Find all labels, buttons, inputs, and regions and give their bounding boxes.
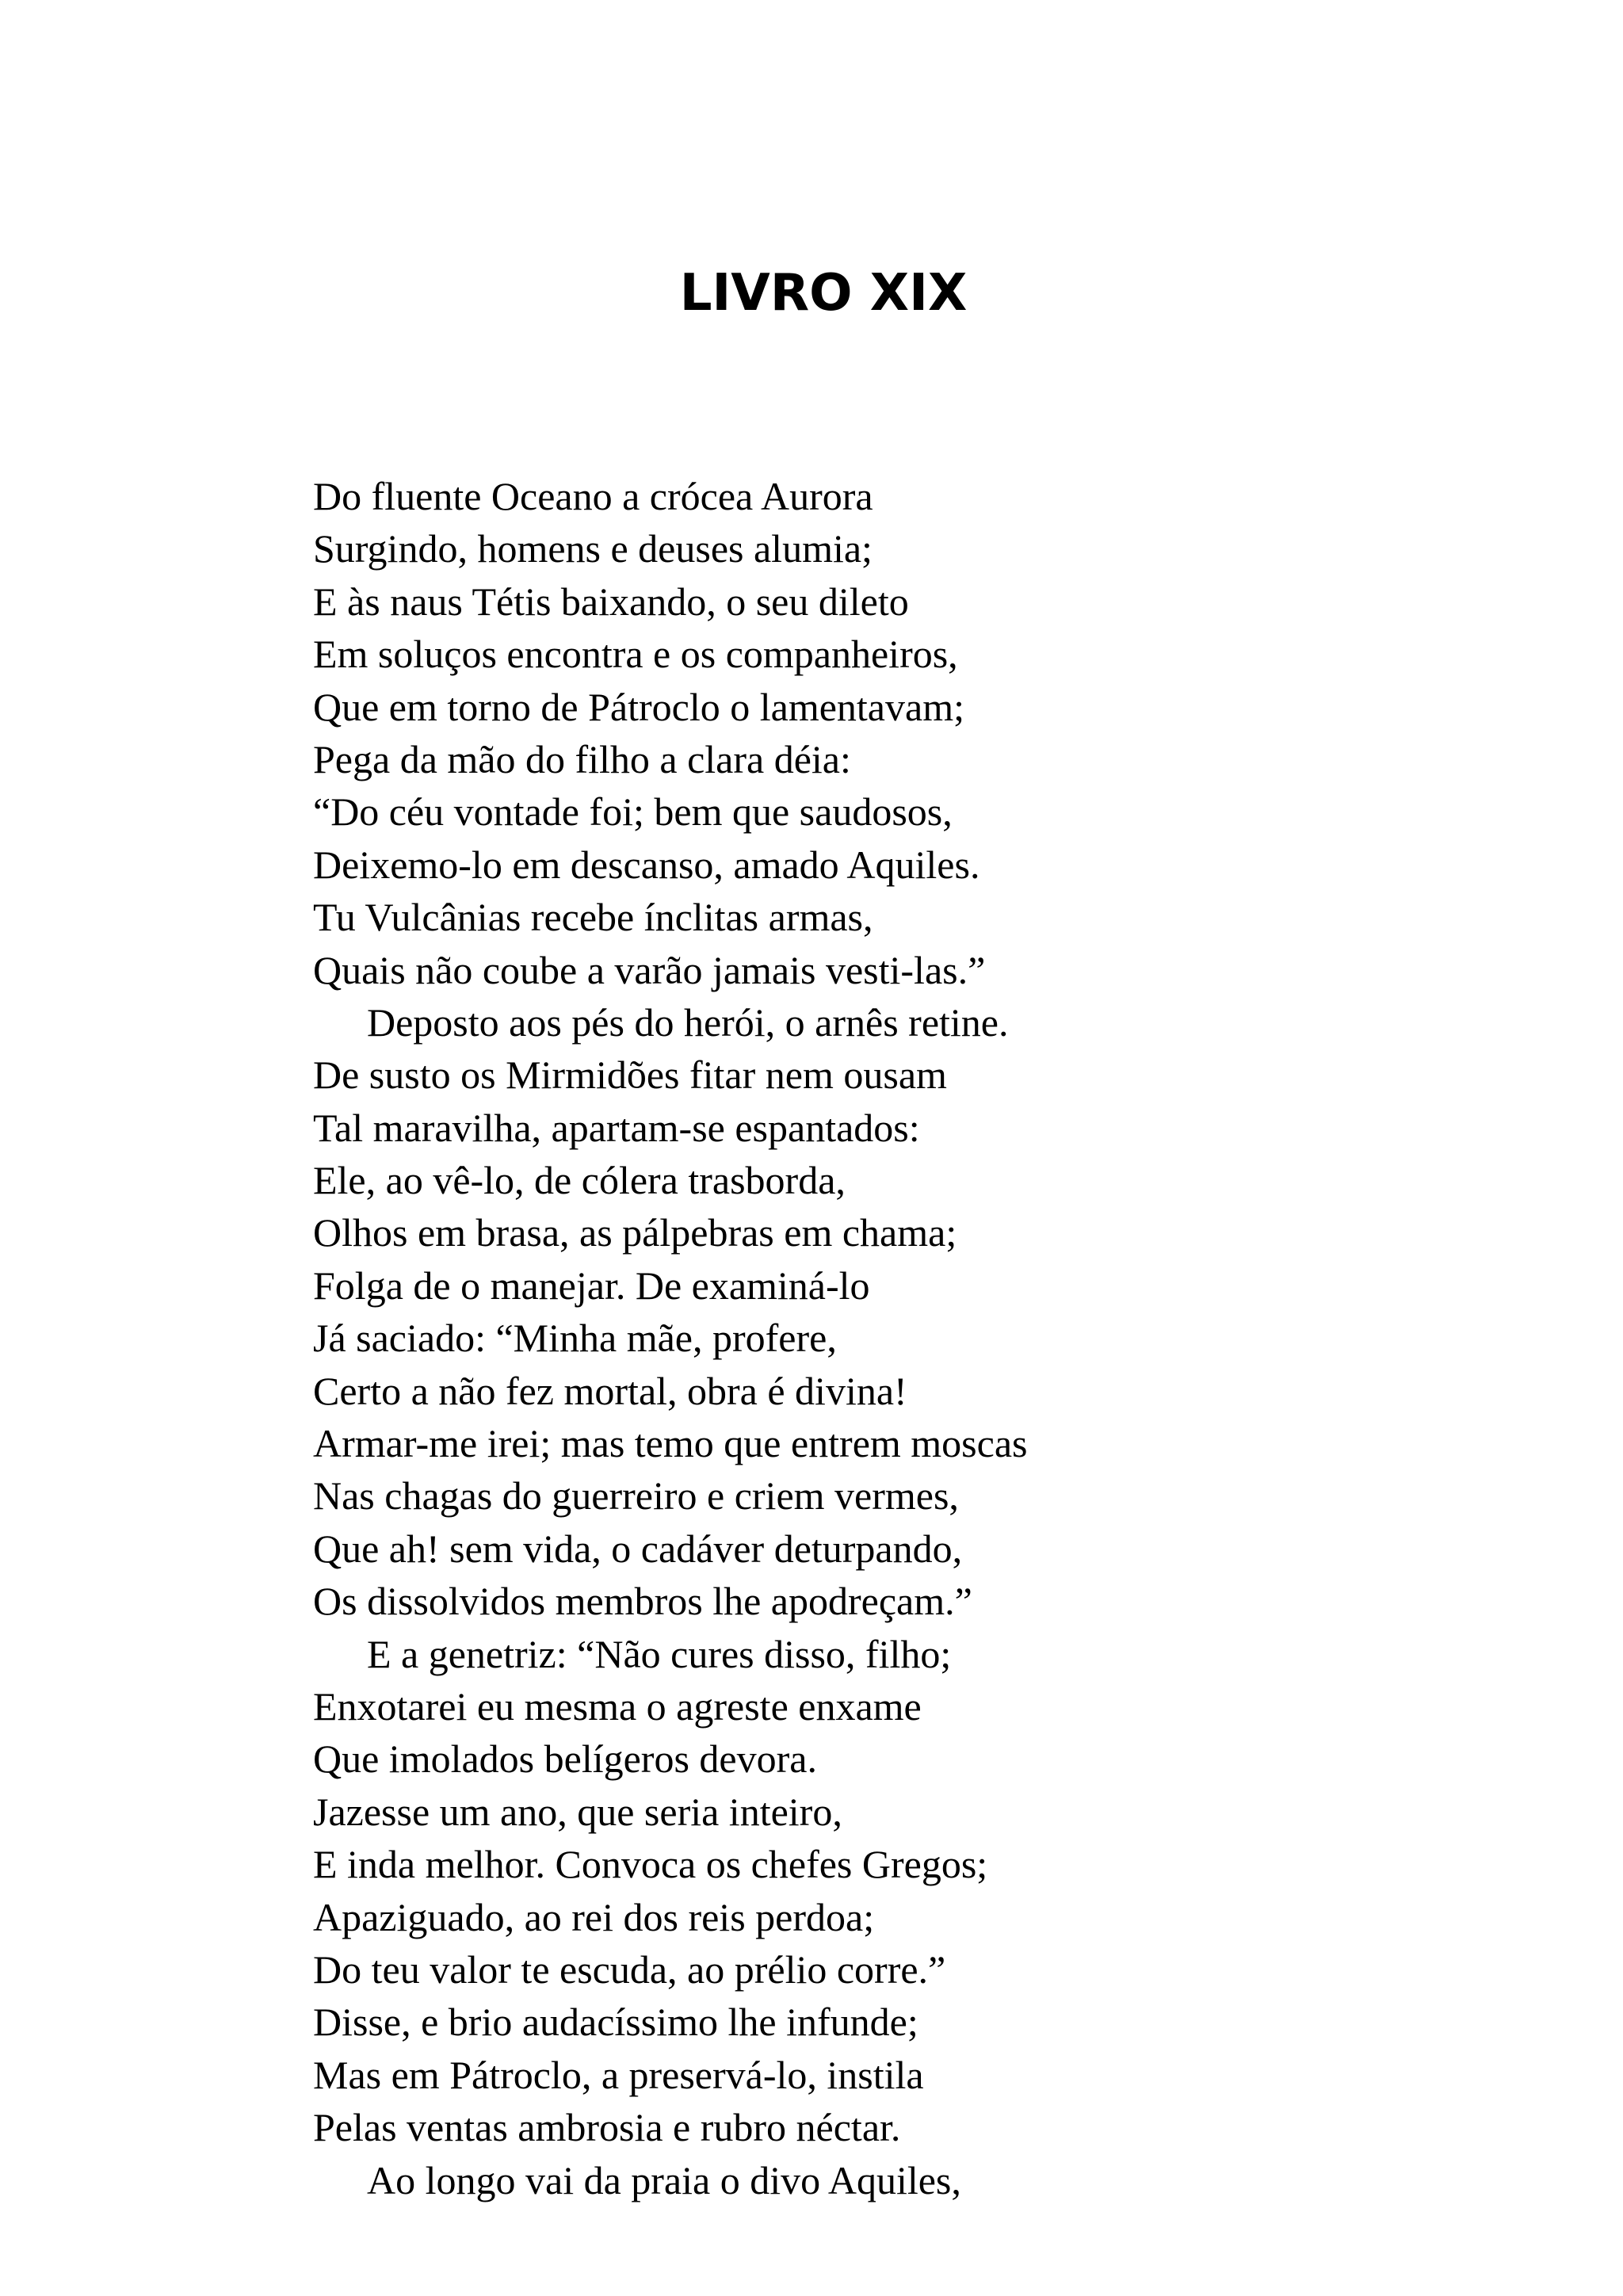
verse-line: Deposto aos pés do herói, o arnês retine. — [367, 999, 1009, 1045]
verse-line: Do fluente Oceano a crócea Aurora — [313, 474, 873, 518]
verse-line: Em soluços encontra e os companheiros, — [313, 632, 958, 677]
verse-line: Ao longo vai da praia o divo Aquiles, — [367, 2157, 961, 2202]
verse-line: Ele, ao vê-lo, de cólera trasborda, — [313, 1158, 846, 1203]
verse-line: Jazesse um ano, que seria inteiro, — [313, 1789, 842, 1834]
verse-line: Deixemo-lo em descanso, amado Aquiles. — [313, 842, 980, 887]
verse-line: Que ah! sem vida, o cadáver deturpando, — [313, 1526, 963, 1571]
verse-line: Olhos em brasa, as pálpebras em chama; — [313, 1210, 957, 1255]
verse-line: Nas chagas do guerreiro e criem vermes, — [313, 1473, 959, 1519]
verse-line: Que em torno de Pátroclo o lamentavam; — [313, 684, 964, 729]
verse-line: Folga de o manejar. De examiná-lo — [313, 1263, 870, 1308]
verse-line: Armar-me irei; mas temo que entrem moscas — [313, 1421, 1028, 1466]
verse-line: “Do céu vontade foi; bem que saudosos, — [313, 789, 953, 835]
verse-line: Mas em Pátroclo, a preservá-lo, instila — [313, 2052, 924, 2097]
verse-line: Enxotarei eu mesma o agreste enxame — [313, 1683, 922, 1729]
verse-line: Surgindo, homens e deuses alumia; — [313, 526, 873, 571]
verse-line: Quais não coube a varão jamais vesti-las.” — [313, 947, 986, 992]
verse-line: Tal maravilha, apartam-se espantados: — [313, 1105, 920, 1150]
verse-line: E às naus Tétis baixando, o seu dileto — [313, 579, 909, 624]
verse-line: De susto os Mirmidões fitar nem ousam — [313, 1052, 947, 1098]
verse-line: Pelas ventas ambrosia e rubro néctar. — [313, 2105, 901, 2150]
verse-line: Apaziguado, ao rei dos reis perdoa; — [313, 1894, 875, 1939]
verse-line: E a genetriz: “Não cures disso, filho; — [367, 1631, 952, 1676]
verse-line: E inda melhor. Convoca os chefes Gregos; — [313, 1842, 988, 1887]
verse-line: Pega da mão do filho a clara déia: — [313, 736, 851, 781]
verse-line: Tu Vulcânias recebe ínclitas armas, — [313, 895, 873, 940]
poem-verses — [313, 470, 1502, 2206]
verse-line: Certo a não fez mortal, obra é divina! — [313, 1368, 907, 1413]
verse-line: Que imolados belígeros devora. — [313, 1736, 817, 1782]
verse-line: Os dissolvidos membros lhe apodreçam.” — [313, 1579, 972, 1624]
verse-line: Disse, e brio audacíssimo lhe infunde; — [313, 2000, 918, 2045]
chapter-title: LIVRO XIX — [679, 264, 968, 323]
verse-line: Já saciado: “Minha mãe, profere, — [313, 1316, 837, 1361]
verse-line: Do teu valor te escuda, ao prélio corre.” — [313, 1946, 946, 1992]
